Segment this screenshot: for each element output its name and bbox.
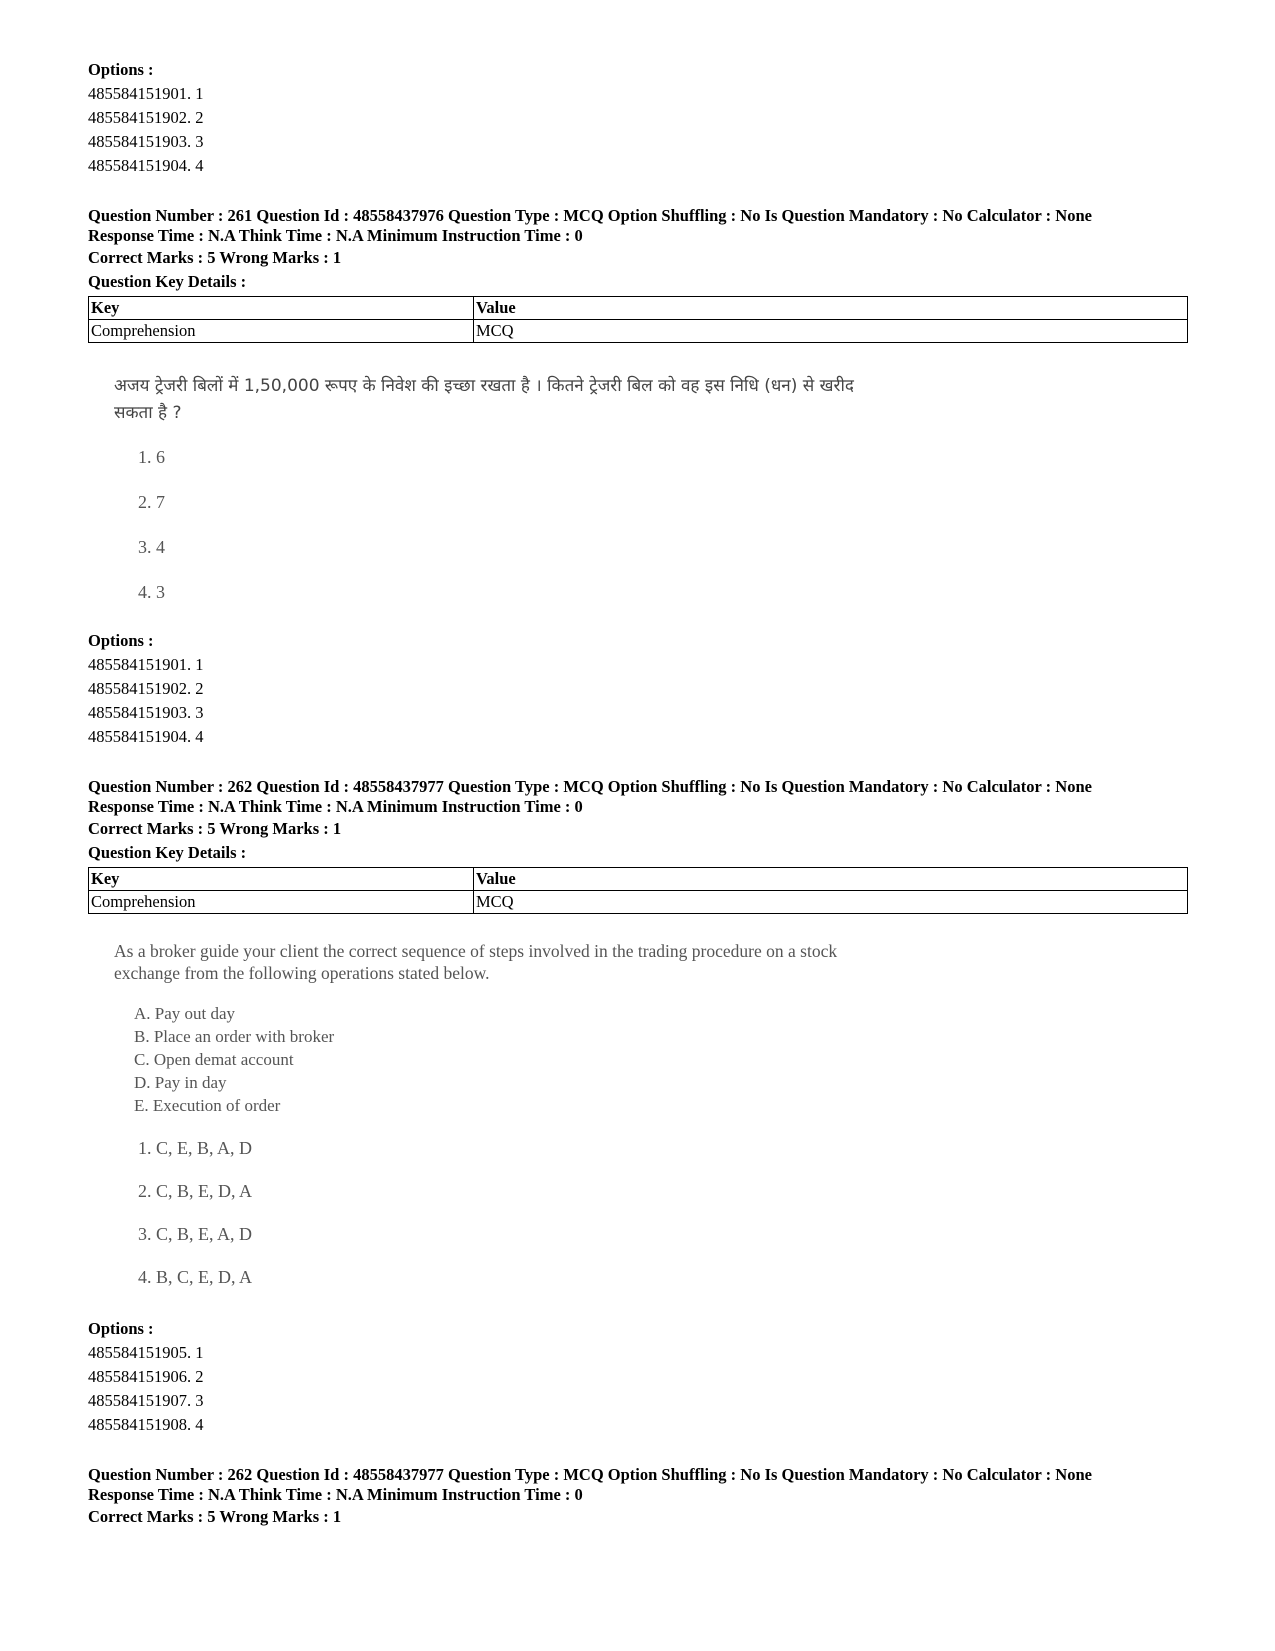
option-item: 485584151902. 2	[88, 108, 204, 127]
table-cell-value: MCQ	[474, 320, 1188, 343]
options-label: Options :	[88, 1319, 154, 1338]
option-item: 485584151903. 3	[88, 132, 204, 151]
question-header-line2: Response Time : N.A Think Time : N.A Minimum Instruction Time : 0	[88, 1485, 583, 1504]
table-header-row	[89, 868, 1188, 891]
question-261	[88, 206, 1188, 749]
option-item: 485584151902. 2	[88, 679, 204, 698]
option-item: 485584151906. 2	[88, 1367, 204, 1386]
options-block	[88, 629, 1188, 749]
options-block-prev	[88, 58, 1188, 178]
question-stem-line1: अजय ट्रेजरी बिलों में 1,50,000 रूपए के निवेश की इच्छा रखता है । कितने ट्रेजरी बिल को वह इस निधि (धन) से खरीद	[114, 376, 854, 396]
question-header-line2: Response Time : N.A Think Time : N.A Minimum Instruction Time : 0	[88, 226, 583, 245]
table-header-row	[89, 297, 1188, 320]
question-header-line1: Question Number : 262 Question Id : 48558437977 Question Type : MCQ Option Shuffling : No Is Question Mandatory : No Calculator : None	[88, 1465, 1092, 1484]
question-image-261	[88, 373, 1188, 615]
sequence-item: C. Open demat account	[134, 1050, 294, 1069]
question-stem-line2: सकता है ?	[114, 403, 182, 423]
question-header-line2: Response Time : N.A Think Time : N.A Minimum Instruction Time : 0	[88, 797, 583, 816]
question-header-line1: Question Number : 262 Question Id : 48558437977 Question Type : MCQ Option Shuffling : No Is Question Mandatory : No Calculator : None	[88, 777, 1092, 796]
option-item: 485584151901. 1	[88, 655, 204, 674]
question-262	[88, 777, 1188, 1437]
option-item: 485584151904. 4	[88, 727, 204, 746]
options-block	[88, 1317, 1188, 1437]
sequence-item: D. Pay in day	[134, 1073, 227, 1092]
question-marks: Correct Marks : 5 Wrong Marks : 1	[88, 1507, 342, 1526]
table-header-value: Value	[474, 297, 1188, 320]
option-item: 485584151903. 3	[88, 703, 204, 722]
table-row	[89, 891, 1188, 914]
choice-item: 3. 4	[138, 537, 165, 557]
table-header-key: Key	[89, 297, 474, 320]
sequence-item: E. Execution of order	[134, 1096, 281, 1115]
question-marks: Correct Marks : 5 Wrong Marks : 1	[88, 819, 342, 838]
document-page	[88, 58, 1188, 1529]
question-key-table	[88, 867, 1188, 914]
question-image-262	[88, 940, 1188, 1299]
question-262-repeat	[88, 1465, 1188, 1529]
table-row	[89, 320, 1188, 343]
choice-item: 1. C, E, B, A, D	[138, 1138, 253, 1158]
choice-item: 4. 3	[138, 582, 165, 602]
question-key-details-label: Question Key Details :	[88, 843, 247, 862]
option-item: 485584151901. 1	[88, 84, 204, 103]
sequence-item: B. Place an order with broker	[134, 1027, 335, 1046]
choice-item: 1. 6	[138, 447, 165, 467]
choice-item: 2. C, B, E, D, A	[138, 1181, 253, 1201]
table-cell-key: Comprehension	[89, 891, 474, 914]
options-label: Options :	[88, 60, 154, 79]
option-item: 485584151904. 4	[88, 156, 204, 175]
option-item: 485584151907. 3	[88, 1391, 204, 1410]
choice-item: 3. C, B, E, A, D	[138, 1224, 253, 1244]
option-item: 485584151908. 4	[88, 1415, 204, 1434]
choice-item: 2. 7	[138, 492, 165, 512]
question-key-table	[88, 296, 1188, 343]
question-stem-line1: As a broker guide your client the correct sequence of steps involved in the trading procedure on a stock	[114, 941, 838, 961]
table-cell-key: Comprehension	[89, 320, 474, 343]
options-label: Options :	[88, 631, 154, 650]
sequence-item: A. Pay out day	[134, 1004, 236, 1023]
choice-item: 4. B, C, E, D, A	[138, 1267, 253, 1287]
table-header-key: Key	[89, 868, 474, 891]
question-header-line1: Question Number : 261 Question Id : 48558437976 Question Type : MCQ Option Shuffling : No Is Question Mandatory : No Calculator : None	[88, 206, 1092, 225]
option-item: 485584151905. 1	[88, 1343, 204, 1362]
table-header-value: Value	[474, 868, 1188, 891]
question-key-details-label: Question Key Details :	[88, 272, 247, 291]
question-marks: Correct Marks : 5 Wrong Marks : 1	[88, 248, 342, 267]
table-cell-value: MCQ	[474, 891, 1188, 914]
question-stem-line2: exchange from the following operations stated below.	[114, 963, 490, 983]
